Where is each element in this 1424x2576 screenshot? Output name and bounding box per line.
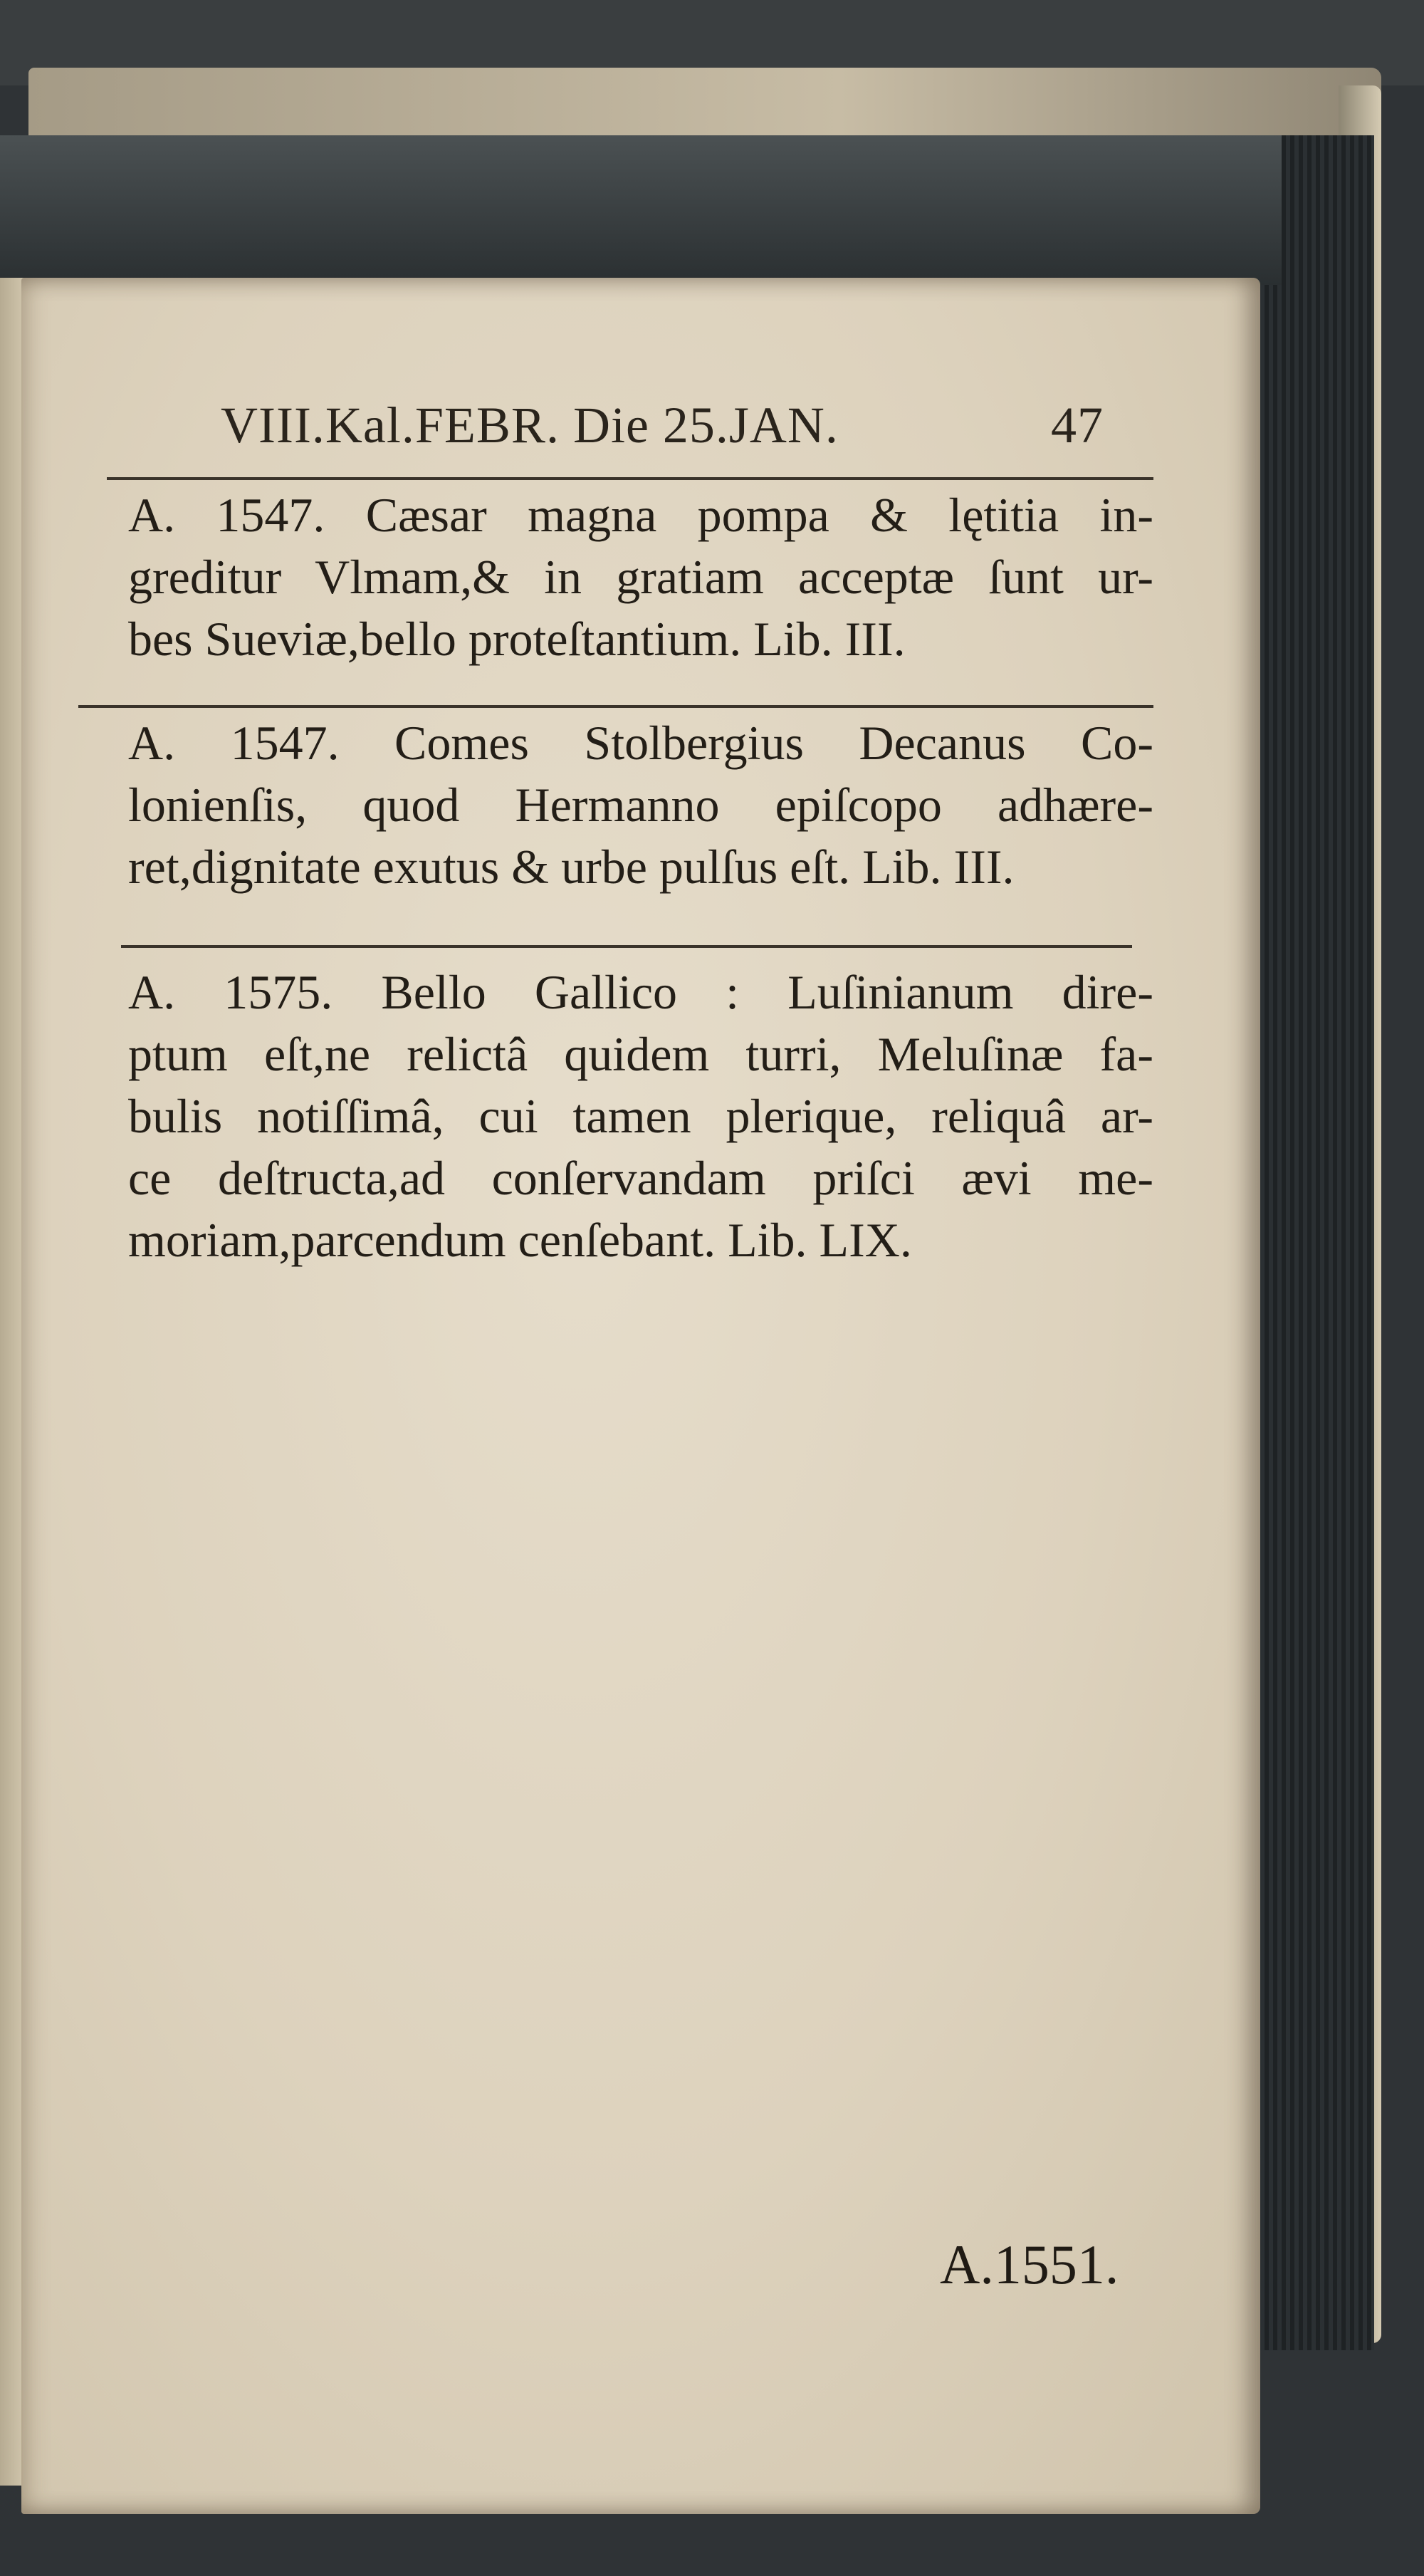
entry-line: ptum eſt,ne relictâ quidem turri, Meluſinæ fa- (128, 1027, 1153, 1081)
running-head (192, 396, 1104, 460)
rule-divider (78, 705, 1153, 708)
rule-under-head (107, 477, 1153, 480)
entry-line: bulis notiſſimâ, cui tamen plerique, reliquâ ar- (128, 1089, 1153, 1143)
entry-2 (128, 712, 1153, 898)
entry-line: lonienſis, quod Hermanno epiſcopo adhære- (128, 778, 1153, 832)
entry-line: A. 1547. Comes Stolbergius Decanus Co- (128, 716, 1153, 770)
upper-pages-shadow (0, 135, 1282, 285)
show-through (21, 1346, 1260, 1389)
entry-1 (128, 484, 1153, 670)
page-number: 47 (1051, 397, 1104, 454)
entry-line: A. 1547. Cæsar magna pompa & lętitia in- (128, 488, 1153, 542)
book-page (21, 278, 1260, 2514)
entry-line: greditur Vlmam,& in gratiam acceptæ ſunt ur- (128, 550, 1153, 604)
entry-line: ce deſtructa,ad conſervandam priſci ævi me- (128, 1151, 1153, 1205)
running-head-text: VIII.Kal.FEBR. Die 25.JAN. (221, 397, 839, 454)
entry-line: moriam,parcendum cenſebant. Lib. LIX. (128, 1213, 912, 1267)
entry-line: A. 1575. Bello Gallico : Luſinianum dire- (128, 965, 1153, 1019)
entry-3 (128, 961, 1153, 1271)
entry-line: ret,dignitate exutus & urbe pulſus eſt. Lib. III. (128, 840, 1015, 894)
rule-divider (121, 945, 1132, 948)
entry-line: bes Sueviæ,bello proteſtantium. Lib. III. (128, 612, 906, 666)
catchword: A.1551. (940, 2233, 1119, 2295)
